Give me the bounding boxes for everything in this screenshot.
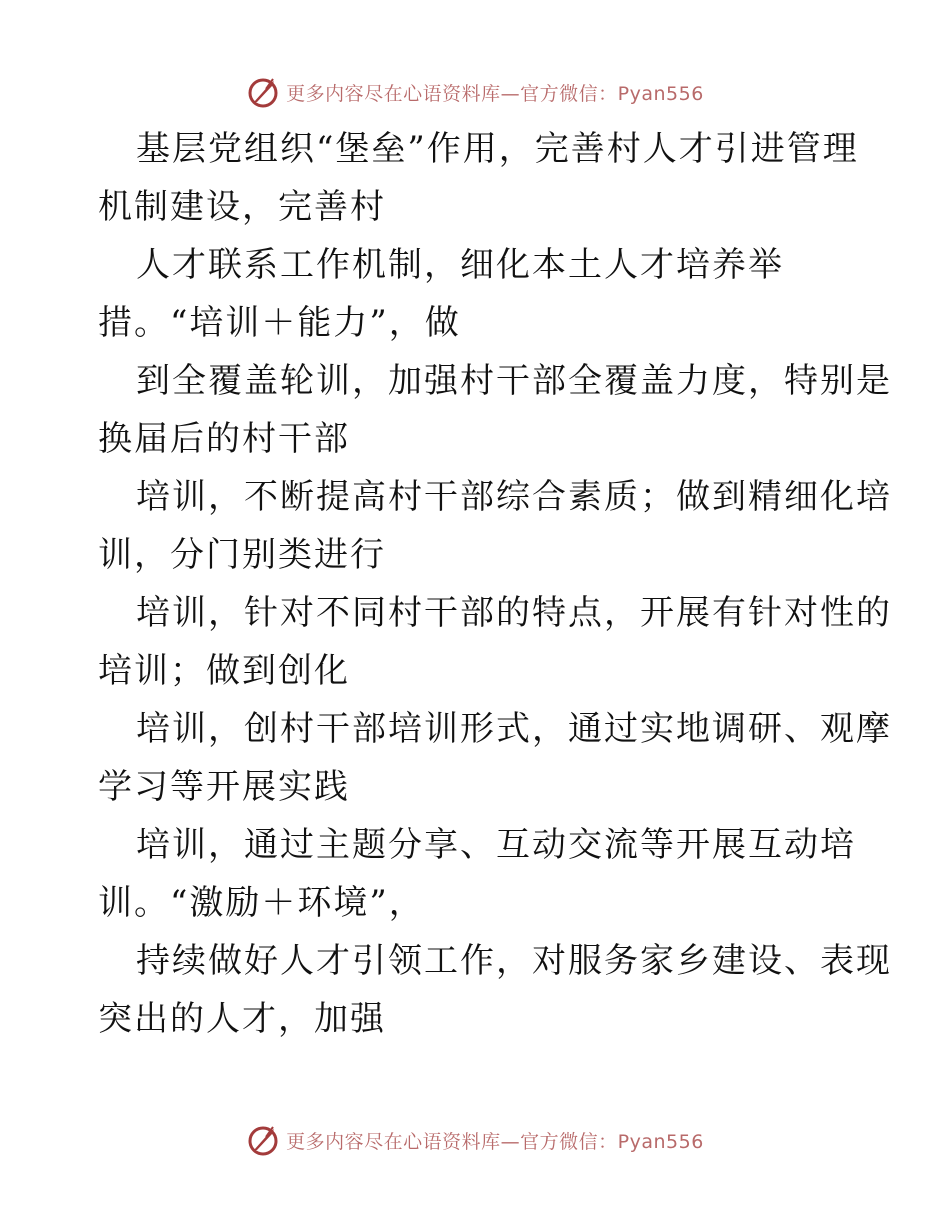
quill-pen-circle-icon (246, 75, 280, 109)
document-body (98, 120, 892, 1048)
text-line: 机制建设，完善村 (98, 187, 386, 227)
text-line: 换届后的村干部 (98, 419, 350, 459)
text-line: 学习等开展实践 (98, 767, 350, 807)
text-line: 培训；做到创化 (98, 651, 350, 691)
text-line: 培训，通过主题分享、互动交流等开展互动培 (136, 825, 856, 865)
quill-pen-circle-icon (246, 1123, 280, 1157)
text-line: 培训，不断提高村干部综合素质；做到精细化培 (136, 477, 892, 517)
text-line: 培训，创村干部培训形式，通过实地调研、观摩 (136, 709, 892, 749)
text-line: 训。“激励＋环境”， (98, 883, 425, 923)
text-line: 到全覆盖轮训，加强村干部全覆盖力度，特别是 (136, 361, 892, 401)
footer-banner (0, 1120, 950, 1160)
text-line: 持续做好人才引领工作，对服务家乡建设、表现 (136, 941, 892, 981)
text-line: 措。“培训＋能力”，做 (98, 303, 461, 343)
header-banner-text: 更多内容尽在心语资料库—官方微信：Pyan556 (286, 82, 704, 105)
text-line: 训，分门别类进行 (98, 535, 386, 575)
text-line: 基层党组织“堡垒”作用，完善村人才引进管理 (136, 129, 859, 169)
text-line: 突出的人才，加强 (98, 999, 386, 1039)
text-line: 人才联系工作机制，细化本土人才培养举 (136, 245, 784, 285)
text-line: 培训，针对不同村干部的特点，开展有针对性的 (136, 593, 892, 633)
footer-banner-text: 更多内容尽在心语资料库—官方微信：Pyan556 (286, 1130, 704, 1153)
header-banner (0, 72, 950, 112)
